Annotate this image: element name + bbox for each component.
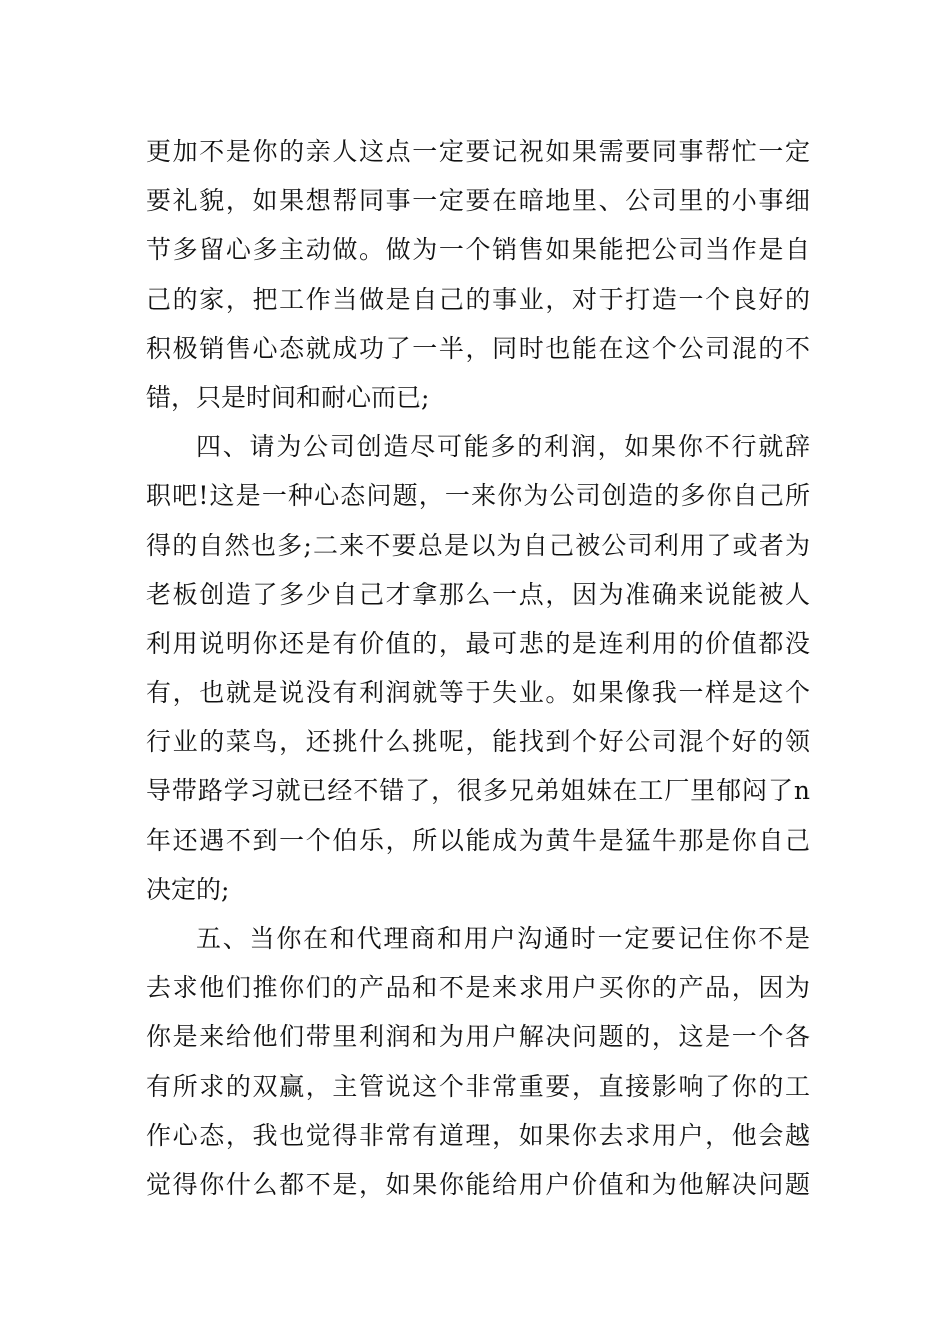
- text-line: 更加不是你的亲人这点一定要记祝如果需要同事帮忙一定: [146, 137, 810, 166]
- text-line: 年还遇不到一个伯乐，所以能成为黄牛是猛牛那是你自己: [146, 825, 810, 855]
- text-line: 错，只是时间和耐心而已;: [146, 382, 430, 412]
- text-line: 要礼貌，如果想帮同事一定要在暗地里、公司里的小事细: [146, 186, 810, 216]
- document-body: [146, 127, 810, 1209]
- text-line: 积极销售心态就成功了一半，同时也能在这个公司混的不: [146, 333, 810, 363]
- text-line: 行业的菜鸟，还挑什么挑呢，能找到个好公司混个好的领: [146, 727, 810, 757]
- paragraph-start-line: 五、当你在和代理商和用户沟通时一定要记住你不是: [196, 924, 810, 953]
- text-line: 职吧!这是一种心态问题，一来你为公司创造的多你自己所: [146, 481, 810, 511]
- text-line: 你是来给他们带里利润和为用户解决问题的，这是一个各: [146, 1022, 810, 1052]
- text-line: 利用说明你还是有价值的，最可悲的是连利用的价值都没: [146, 628, 810, 658]
- text-line: 觉得你什么都不是，如果你能给用户价值和为他解决问题: [146, 1169, 810, 1199]
- text-line: 导带路学习就已经不错了，很多兄弟姐妹在工厂里郁闷了n: [146, 776, 810, 806]
- text-line: 有，也就是说没有利润就等于失业。如果像我一样是这个: [146, 678, 810, 708]
- text-line: 作心态，我也觉得非常有道理，如果你去求用户，他会越: [146, 1120, 810, 1150]
- paragraph-start-line: 四、请为公司创造尽可能多的利润，如果你不行就辞: [196, 432, 810, 462]
- text-line: 得的自然也多;二来不要总是以为自己被公司利用了或者为: [146, 530, 810, 560]
- text-line: 老板创造了多少自己才拿那么一点，因为准确来说能被人: [146, 579, 810, 609]
- text-line: 己的家，把工作当做是自己的事业，对于打造一个良好的: [146, 284, 810, 314]
- text-line: 有所求的双赢，主管说这个非常重要，直接影响了你的工: [146, 1071, 810, 1101]
- text-line: 节多留心多主动做。做为一个销售如果能把公司当作是自: [146, 235, 810, 265]
- text-line: 去求他们推你们的产品和不是来求用户买你的产品，因为: [146, 973, 810, 1003]
- text-line: 决定的;: [146, 874, 230, 904]
